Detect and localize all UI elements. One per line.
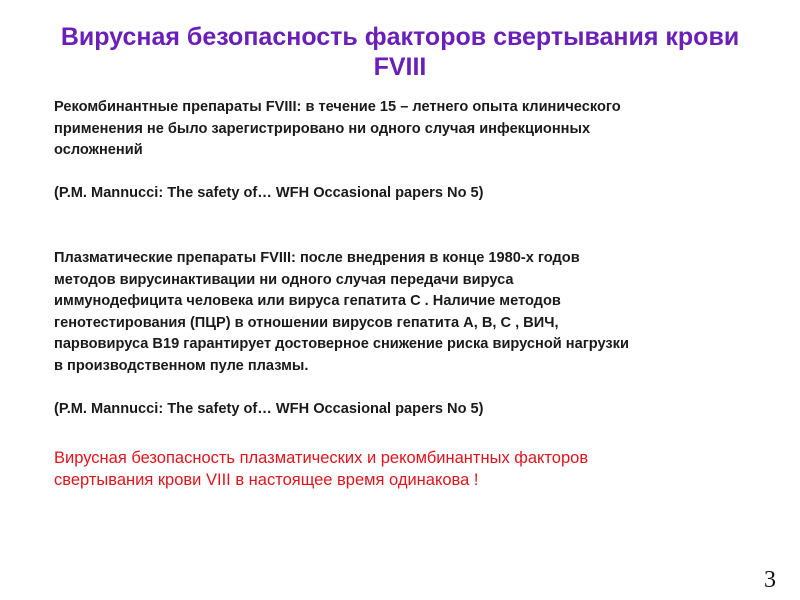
- spacer: [54, 378, 774, 400]
- slide-title-line-2: FVIII: [373, 53, 427, 81]
- slide-title: [20, 22, 780, 82]
- conclusion-text: [54, 448, 774, 491]
- plasma-paragraph: [54, 248, 774, 378]
- paragraph-line: генотестирования (ПЦР) в отношении вирусов гепатита А, В, С , ВИЧ,: [54, 314, 559, 331]
- paragraph-line: применения не было зарегистрировано ни одного случая инфекционных: [54, 120, 591, 137]
- recombinant-paragraph: [54, 97, 774, 162]
- conclusion-line: Вирусная безопасность плазматических и рекомбинантных факторов: [54, 449, 589, 467]
- paragraph-line: в производственном пуле плазмы.: [54, 357, 309, 374]
- slide-title-line-1: Вирусная безопасность факторов свертывания крови: [60, 23, 740, 51]
- spacer: [54, 162, 774, 184]
- conclusion-line: свертывания крови VIII в настоящее время одинакова !: [54, 470, 479, 489]
- paragraph-line: Рекомбинантные препараты FVIII: в течение 15 – летнего опыта клинического: [54, 99, 621, 115]
- citation-2: (P.M. Mannucci: The safety of… WFH Occasional papers No 5): [54, 401, 484, 418]
- paragraph-line: Плазматические препараты FVIII: после внедрения в конце 1980-х годов: [54, 249, 580, 266]
- paragraph-line: иммунодефицита человека или вируса гепатита С . Наличие методов: [54, 293, 561, 310]
- citation-1: (P.M. Mannucci: The safety of… WFH Occasional papers No 5): [54, 185, 484, 202]
- spacer: [54, 205, 774, 248]
- slide-body: [54, 97, 774, 421]
- paragraph-line: парвовируса В19 гарантирует достоверное снижение риска вирусной нагрузки: [54, 336, 629, 353]
- paragraph-line: методов вирусинактивации ни одного случая передачи вируса: [54, 271, 514, 288]
- paragraph-line: осложнений: [54, 142, 143, 159]
- page-number: 3: [764, 567, 776, 593]
